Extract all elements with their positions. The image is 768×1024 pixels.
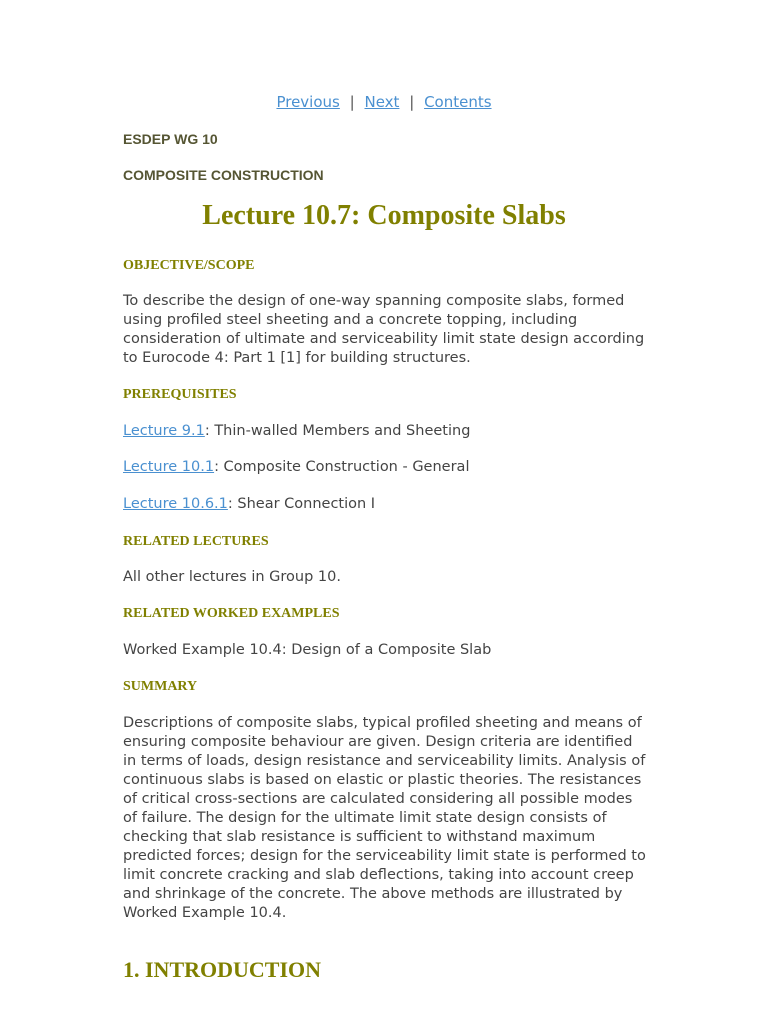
prerequisites-heading: PREREQUISITES bbox=[123, 387, 237, 402]
summary-heading: SUMMARY bbox=[123, 679, 198, 694]
prerequisite-link[interactable]: Lecture 10.1 bbox=[123, 459, 215, 475]
related-examples-heading: RELATED WORKED EXAMPLES bbox=[123, 606, 340, 621]
objective-text: To describe the design of one-way spanning composite slabs, formed using profiled steel sheeting and a concrete topping, including consideration of ultimate and serviceability limit state design according to Eurocode 4: Part 1 [1] for building structures. bbox=[123, 293, 645, 366]
working-group-label: ESDEP WG 10 bbox=[123, 131, 218, 147]
previous-link[interactable]: Previous bbox=[276, 93, 340, 111]
prerequisite-item bbox=[123, 458, 648, 477]
prerequisite-item bbox=[123, 495, 648, 514]
page-title: Lecture 10.7: Composite Slabs bbox=[202, 200, 566, 231]
related-lectures-text: All other lectures in Group 10. bbox=[123, 569, 341, 585]
next-link[interactable]: Next bbox=[364, 93, 400, 111]
prerequisite-link[interactable]: Lecture 9.1 bbox=[123, 423, 205, 439]
related-lectures-heading: RELATED LECTURES bbox=[123, 534, 269, 549]
prerequisite-text: : Thin-walled Members and Sheeting bbox=[204, 423, 471, 439]
prerequisite-item bbox=[123, 422, 648, 441]
related-examples-text: Worked Example 10.4: Design of a Composite Slab bbox=[123, 642, 492, 658]
subject-label: COMPOSITE CONSTRUCTION bbox=[123, 167, 324, 183]
navigation-bar bbox=[0, 93, 768, 111]
contents-link[interactable]: Contents bbox=[424, 93, 492, 111]
objective-heading: OBJECTIVE/SCOPE bbox=[123, 258, 255, 273]
nav-separator: | bbox=[409, 93, 415, 111]
prerequisite-text: : Shear Connection I bbox=[227, 496, 376, 512]
summary-text: Descriptions of composite slabs, typical profiled sheeting and means of ensuring composite behaviour are given. Design criteria are identified in terms of loads, design resistance and serviceability limits. Analysis of continuous slabs is based on elastic or plastic theories. The resistances of critical cross-sections are calculated considering all possible modes of failure. The design for the ultimate limit state design consists of checking that slab resistance is sufficient to withstand maximum predicted forces; design for the serviceability limit state is performed to limit concrete cracking and slab deflections, taking into account creep and shrinkage of the concrete. The above methods are illustrated by Worked Example 10.4. bbox=[123, 715, 646, 921]
prerequisite-text: : Composite Construction - General bbox=[214, 459, 470, 475]
introduction-heading: 1. INTRODUCTION bbox=[123, 957, 322, 982]
nav-separator: | bbox=[349, 93, 355, 111]
prerequisite-link[interactable]: Lecture 10.6.1 bbox=[123, 496, 228, 512]
